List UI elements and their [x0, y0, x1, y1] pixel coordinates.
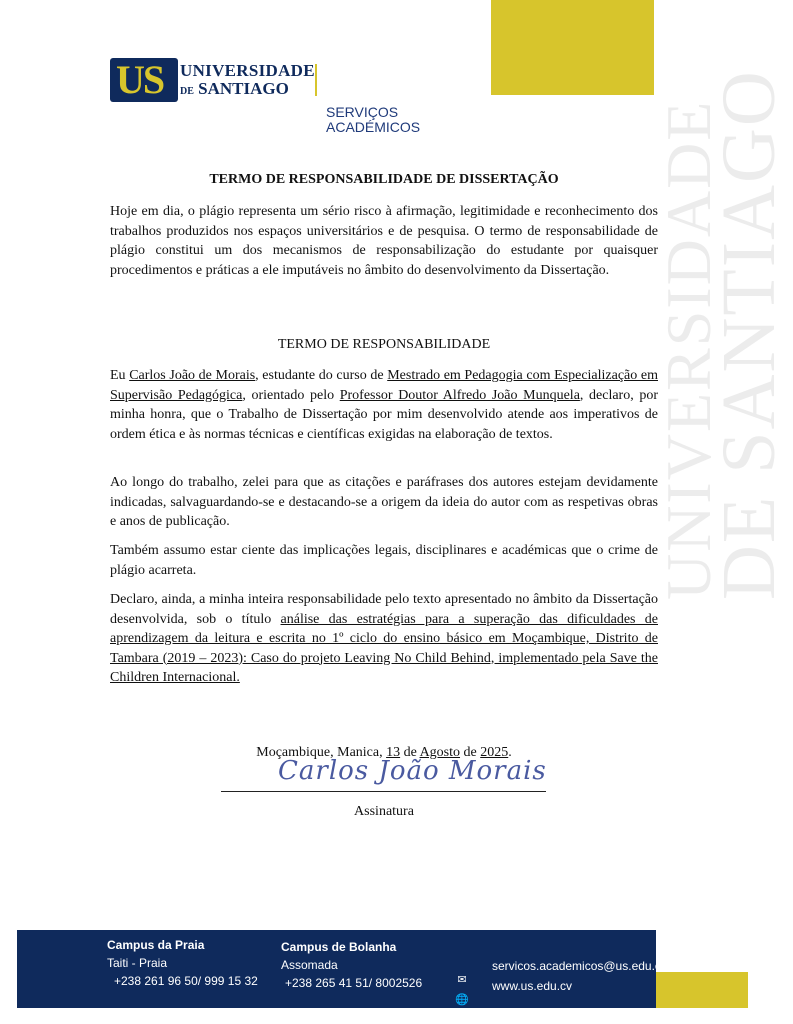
campus-bolanha-phone: +238 265 41 51/ 8002526 [285, 976, 423, 990]
envelope-icon: ✉ [457, 974, 467, 986]
logo-line2-wrap [180, 80, 315, 101]
section-subtitle: TERMO DE RESPONSABILIDADE [277, 337, 491, 352]
globe-icon: 🌐 [455, 994, 469, 1006]
date-place: Moçambique, Manica, [256, 745, 387, 760]
contact-website[interactable]: www.us.edu.cv [492, 979, 573, 993]
logo-line2: SANTIAGO [198, 79, 289, 98]
campus-praia-phone: +238 261 96 50/ 999 15 32 [114, 974, 258, 988]
document-title: TERMO DE RESPONSABILIDADE DE DISSERTAÇÃO [209, 172, 559, 187]
date-end: . [508, 745, 512, 760]
campus-bolanha-title: Campus de Bolanha [281, 940, 397, 954]
advisor-name: Professor Doutor Alfredo João Munquela [339, 387, 580, 403]
date-month: Agosto [419, 745, 461, 760]
campus-praia [107, 936, 258, 990]
campus-bolanha-place: Assomada [281, 958, 338, 972]
department-line2: ACADÉMICOS [326, 119, 421, 135]
watermark-line1: UNIVERSIDADE [653, 99, 724, 600]
logo-wordmark [180, 62, 315, 101]
logo-mark-text: US [116, 57, 164, 102]
contact-email[interactable]: servicos.academicos@us.edu.cv [492, 959, 667, 973]
thesis-title: análise das estratégias para a superação das dificuldades de aprendizagem da leitura e escrita no 1º ciclo do ensino básico em Moçambique, Distrito de Tambara (2019 – 2023): Caso do projeto Leaving No Child Behind, implementado pela Save the Children Internacional. [110, 611, 658, 685]
watermark-line2: DE SANTIAGO [707, 69, 791, 600]
p1-text-3: , orientado pelo [242, 387, 340, 403]
campus-praia-place: Taiti - Praia [107, 956, 168, 970]
logo-line1: UNIVERSIDADE [180, 61, 315, 80]
course-name: Mestrado em Pedagogia com Especialização em Supervisão Pedagógica [110, 368, 658, 403]
date-de-2: de [460, 745, 481, 760]
handwritten-signature: Carlos João Morais [278, 756, 547, 786]
university-logo [110, 58, 320, 104]
page-footer [17, 930, 667, 1008]
date-year: 2025 [480, 745, 509, 760]
declaration-paragraph-4 [110, 590, 658, 688]
declaration-paragraph-2: Ao longo do trabalho, zelei para que as citações e paráfrases dos autores estejam devidamente indicadas, salvaguardando-se e destacando-se a origem da ideia do autor com as respetivas obras e anos de publicação. [110, 475, 658, 529]
campus-praia-title: Campus da Praia [107, 938, 205, 952]
logo-de: DE [180, 86, 194, 97]
footer-yellow-block [656, 972, 748, 1008]
date-day: 13 [386, 745, 401, 760]
p1-text-1: Eu [110, 368, 130, 383]
intro-paragraph: Hoje em dia, o plágio representa um sério risco à afirmação, legitimidade e reconhecimento dos trabalhos produzidos nos espaços universitários e de pesquisa. O termo de responsabilidade de plágio constitui um dos mecanismos de responsabilização do estudante por quaisquer procedimentos e práticas a ele imputáveis no âmbito do desenvolvimento da Dissertação. [110, 204, 658, 278]
footer-contact [492, 956, 667, 996]
p4-text-1: Declaro, ainda, a minha inteira responsabilidade pelo texto apresentado no âmbito da Dissertação desenvolvida, sob o título [110, 592, 658, 627]
student-name: Carlos João de Morais [129, 368, 256, 383]
logo-divider [315, 64, 317, 96]
logo-mark [110, 58, 178, 102]
department-line1: SERVIÇOS [326, 104, 399, 120]
campus-bolanha [281, 938, 422, 992]
signature-label: Assinatura [354, 804, 414, 819]
declaration-paragraph-3: Também assumo estar ciente das implicações legais, disciplinares e académicas que o crime de plágio acarreta. [110, 543, 658, 578]
declaration-paragraph-1 [110, 366, 658, 444]
signature-line [221, 791, 546, 792]
department-name [326, 105, 420, 135]
p1-text-4: , declaro, por minha honra, que o Trabalho de Dissertação por mim desenvolvido atende aos imperativos de ordem ética e às normas técnicas e científicas exigidas na elaboração de textos. [110, 387, 658, 442]
date-de-1: de [400, 745, 420, 760]
p1-text-2: , estudante do curso de [255, 368, 388, 383]
footer-icons [455, 970, 469, 1010]
